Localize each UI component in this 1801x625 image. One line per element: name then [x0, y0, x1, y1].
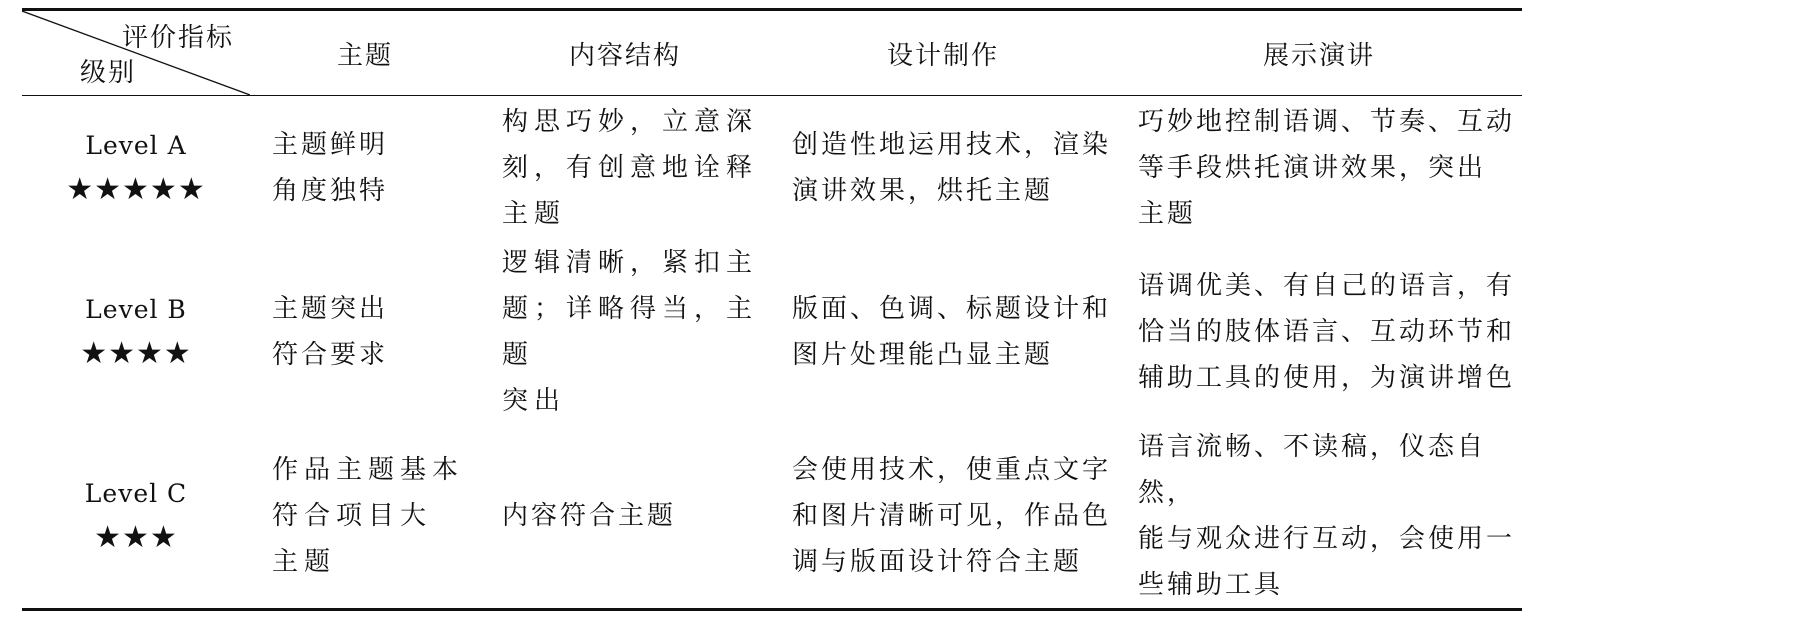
design-cell	[770, 96, 1116, 241]
table-header	[22, 10, 1522, 96]
cell-line: 构思巧妙，立意深	[502, 107, 759, 137]
theme-cell	[250, 240, 480, 424]
content-cell	[480, 424, 770, 610]
corner-label-criteria: 评价指标	[121, 23, 234, 53]
cell-line: 内容符合主题	[502, 501, 677, 531]
column-header-design-production: 设计制作	[770, 10, 1116, 96]
table-row	[22, 96, 1522, 241]
speech-cell	[1116, 424, 1522, 610]
speech-cell	[1116, 240, 1522, 424]
cell-line: 主题	[502, 199, 567, 229]
cell-line: 会使用技术，使重点文字	[792, 455, 1112, 485]
cell-line: 突出	[502, 386, 567, 416]
content-cell	[480, 96, 770, 241]
cell-line: 主题鲜明	[272, 130, 389, 160]
cell-line: 图片处理能凸显主题	[792, 340, 1054, 370]
design-cell	[770, 240, 1116, 424]
star-rating: ★★★★	[80, 336, 192, 371]
cell-line: 辅助工具的使用，为演讲增色	[1138, 363, 1516, 393]
cell-line: 题；详略得当，主题	[502, 294, 759, 370]
diagonal-corner-header	[22, 10, 250, 96]
level-name: Level C	[84, 479, 188, 508]
cell-line: 语调优美、有自己的语言，有	[1138, 271, 1516, 301]
cell-line: 调与版面设计符合主题	[792, 547, 1083, 577]
table-row	[22, 424, 1522, 610]
cell-line: 角度独特	[272, 176, 389, 206]
cell-line: 和图片清晰可见，作品色	[792, 501, 1112, 531]
theme-cell	[250, 96, 480, 241]
level-name: Level A	[85, 131, 187, 160]
cell-line: 能与观众进行互动，会使用一	[1138, 524, 1516, 554]
cell-line: 主题突出	[272, 294, 389, 324]
star-rating: ★★★★★	[66, 172, 206, 207]
table-row	[22, 240, 1522, 424]
cell-line: 主题	[272, 547, 337, 577]
design-cell	[770, 424, 1116, 610]
corner-label-level: 级别	[80, 58, 137, 88]
content-cell	[480, 240, 770, 424]
table-body	[22, 96, 1522, 610]
cell-line: 语言流畅、不读稿，仪态自然，	[1138, 432, 1487, 508]
cell-line: 些辅助工具	[1138, 570, 1284, 600]
cell-line: 逻辑清晰，紧扣主	[502, 248, 759, 278]
cell-line: 演讲效果，烘托主题	[792, 176, 1054, 206]
cell-line: 作品主题基本	[272, 455, 465, 485]
column-header-content-structure: 内容结构	[480, 10, 770, 96]
level-name: Level B	[85, 295, 187, 324]
level-cell	[22, 240, 250, 424]
cell-line: 刻，有创意地诠释	[502, 153, 759, 183]
level-cell	[22, 424, 250, 610]
rubric-sheet	[22, 8, 1522, 611]
star-rating: ★★★	[94, 520, 178, 555]
cell-line: 符合项目大	[272, 501, 433, 531]
header-row	[22, 10, 1522, 96]
cell-line: 主题	[1138, 199, 1197, 229]
level-cell	[22, 96, 250, 241]
column-header-presentation-speech: 展示演讲	[1116, 10, 1522, 96]
evaluation-rubric-table	[22, 8, 1522, 611]
cell-line: 符合要求	[272, 340, 389, 370]
speech-cell	[1116, 96, 1522, 241]
cell-line: 版面、色调、标题设计和	[792, 294, 1112, 324]
cell-line: 恰当的肢体语言、互动环节和	[1138, 317, 1516, 347]
cell-line: 创造性地运用技术，渲染	[792, 130, 1112, 160]
cell-line: 等手段烘托演讲效果，突出	[1138, 153, 1487, 183]
theme-cell	[250, 424, 480, 610]
column-header-theme: 主题	[250, 10, 480, 96]
cell-line: 巧妙地控制语调、节奏、互动	[1138, 107, 1516, 137]
